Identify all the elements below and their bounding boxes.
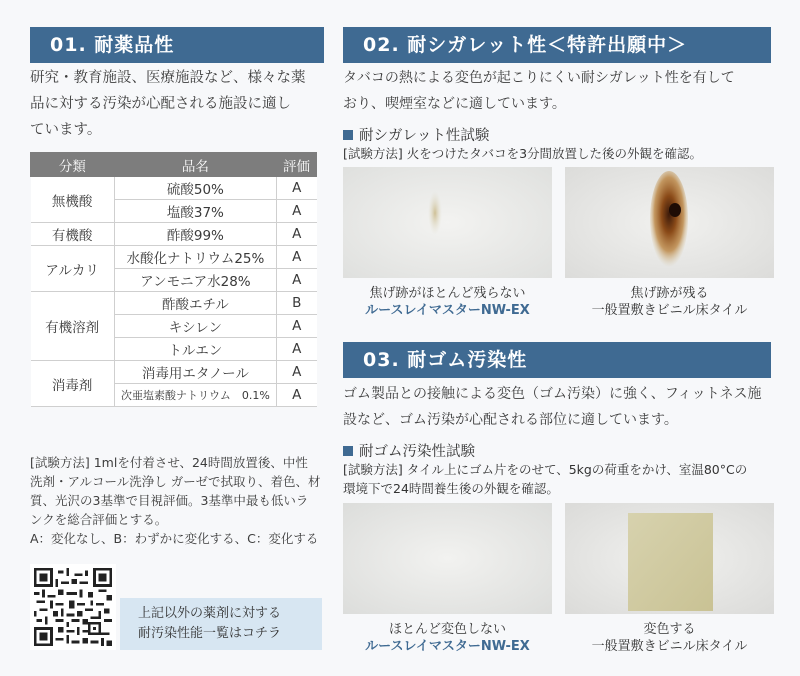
table-row <box>31 223 317 246</box>
caption-text: ほとんど変色しない <box>388 622 506 637</box>
table-header-row <box>31 153 317 177</box>
chemical-name-cell: 酢酸エチル <box>114 292 276 315</box>
category-cell: 有機溶剤 <box>31 292 115 361</box>
rubber-caption-nw-ex <box>343 621 552 655</box>
caption-text: 一般置敷きビニル床タイル <box>591 303 748 318</box>
chemical-resistance-table <box>30 152 317 407</box>
rubber-test-title <box>343 440 475 461</box>
chemical-name-cell: 硫酸50% <box>114 177 276 200</box>
link-line: 耐汚染性能一覧はコチラ <box>138 626 282 641</box>
grade-cell: A <box>277 338 317 361</box>
note-line: A：変化なし、B：わずかに変化する、C：変化する <box>30 531 319 546</box>
section-03-description <box>343 381 773 433</box>
test-title-text: 耐ゴム汚染性試験 <box>359 444 475 460</box>
category-cell: アルカリ <box>31 246 115 292</box>
grade-cell: A <box>277 269 317 292</box>
description-line: 研究・教育施設、医療施設など、様々な薬 <box>30 70 306 86</box>
table-row <box>31 246 317 269</box>
description-line: おり、喫煙室などに適しています。 <box>343 96 566 112</box>
rubber-caption-vinyl <box>565 621 774 655</box>
section-03-header: 03. 耐ゴム汚染性 <box>343 342 771 378</box>
category-cell: 有機酸 <box>31 223 115 246</box>
product-brand-name: ルースレイマスターNW-EX <box>365 639 530 654</box>
category-cell: 消毒剤 <box>31 361 115 407</box>
description-line: 品に対する汚染が心配される施設に適し <box>30 96 291 112</box>
caption-text: 焦げ跡がほとんど残らない <box>369 286 526 301</box>
test-title-text: 耐シガレット性試験 <box>359 128 490 144</box>
square-bullet-icon <box>343 130 353 140</box>
chemical-name-cell: 消毒用エタノール <box>114 361 276 384</box>
section-02-header: 02. 耐シガレット性＜特許出願中＞ <box>343 27 771 63</box>
table-row <box>31 177 317 200</box>
product-brand-name: ルースレイマスターNW-EX <box>365 303 530 318</box>
description-line: ゴム製品との接触による変色（ゴム汚染）に強く、フィットネス施 <box>343 386 762 402</box>
method-line: [試験方法] タイル上にゴム片をのせて、5kgの荷重をかけ、室温80°Cの <box>343 462 748 477</box>
chemical-name-cell: アンモニア水28% <box>114 269 276 292</box>
cigarette-caption-vinyl <box>565 285 774 319</box>
rubber-result-photo-vinyl <box>565 503 774 614</box>
description-line: ています。 <box>30 122 102 138</box>
cigarette-caption-nw-ex <box>343 285 552 319</box>
grade-cell: A <box>277 315 317 338</box>
cigarette-test-title <box>343 124 489 145</box>
table-row <box>31 361 317 384</box>
caption-text: 変色する <box>643 622 696 637</box>
chemical-name-cell: 塩酸37% <box>114 200 276 223</box>
rubber-result-photo-nw-ex <box>343 503 552 614</box>
caption-text: 焦げ跡が残る <box>630 286 709 301</box>
grade-cell: A <box>277 177 317 200</box>
chemical-name-cell: トルエン <box>114 338 276 361</box>
note-line: [試験方法] 1mlを付着させ、24時間放置後、中性 <box>30 455 308 470</box>
method-line: 環境下で24時間養生後の外観を確認。 <box>343 481 559 496</box>
table-row <box>31 292 317 315</box>
square-bullet-icon <box>343 446 353 456</box>
note-line: 質、光沢の3基準で目視評価。3基準中最も低いラ <box>30 493 309 508</box>
note-line: 洗剤・アルコール洗浄し ガーゼで拭取り、着色、材 <box>30 474 321 489</box>
grade-cell: A <box>277 361 317 384</box>
column-header-category: 分類 <box>31 153 115 177</box>
grade-cell: B <box>277 292 317 315</box>
grade-cell: A <box>277 246 317 269</box>
cigarette-result-photo-nw-ex <box>343 167 552 278</box>
test-method-note <box>30 453 325 548</box>
description-line: タバコの熱による変色が起こりにくい耐シガレット性を有して <box>343 70 735 86</box>
qr-code[interactable] <box>30 564 116 650</box>
chemical-name-cell: キシレン <box>114 315 276 338</box>
grade-cell: A <box>277 223 317 246</box>
caption-text: 一般置敷きビニル床タイル <box>591 639 748 654</box>
chemical-list-link[interactable] <box>120 598 322 650</box>
grade-cell: A <box>277 200 317 223</box>
chemical-name-cell: 酢酸99% <box>114 223 276 246</box>
chemical-name-cell: 水酸化ナトリウム25% <box>114 246 276 269</box>
link-line: 上記以外の薬剤に対する <box>138 606 282 621</box>
description-line: 設など、ゴム汚染が心配される部位に適しています。 <box>343 412 678 428</box>
section-02-description <box>343 65 773 117</box>
cigarette-test-method: [試験方法] 火をつけたタバコを3分間放置した後の外観を確認。 <box>343 146 703 161</box>
note-line: ンクを総合評価とする。 <box>30 512 168 527</box>
chemical-name-cell: 次亜塩素酸ナトリウム 0.1% <box>114 384 276 407</box>
column-header-name: 品名 <box>114 153 276 177</box>
rubber-test-method <box>343 460 747 498</box>
category-cell: 無機酸 <box>31 177 115 223</box>
section-01-description <box>30 65 326 143</box>
section-01-header: 01. 耐薬品性 <box>30 27 324 63</box>
cigarette-result-photo-vinyl <box>565 167 774 278</box>
grade-cell: A <box>277 384 317 407</box>
column-header-grade: 評価 <box>277 153 317 177</box>
